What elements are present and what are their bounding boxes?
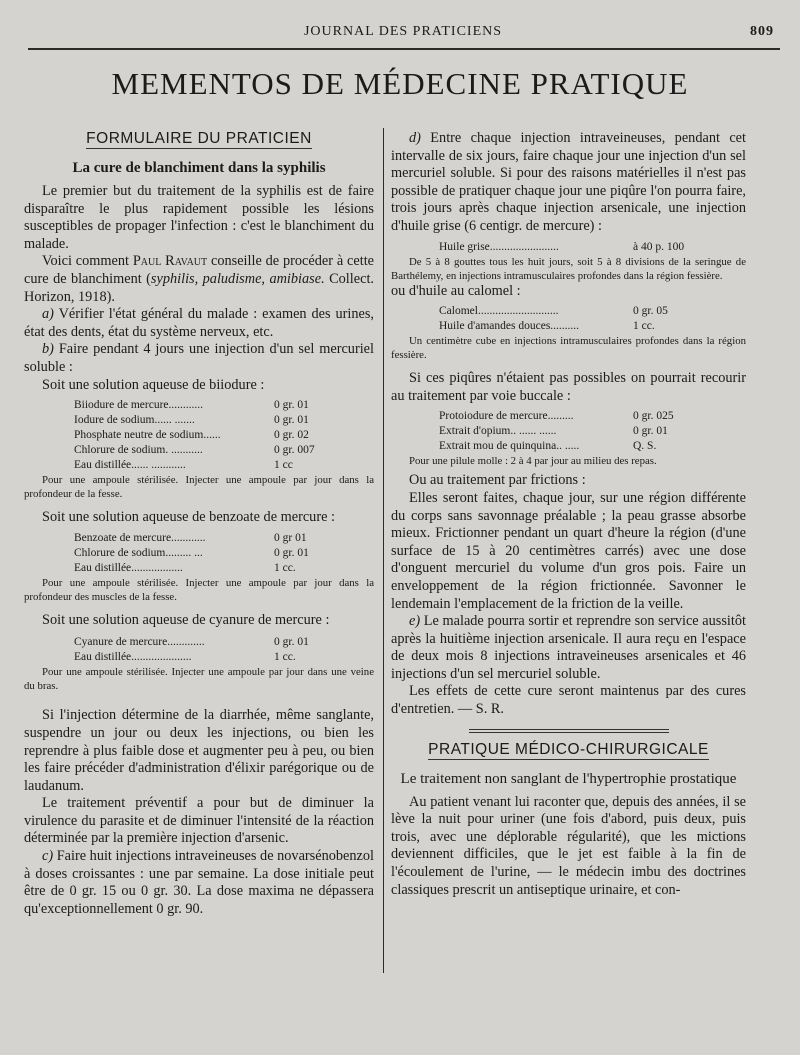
left-column [24,130,374,918]
prescription-row: Cyanure de mercure............. 0 gr. 01 [74,636,309,649]
paragraph: Le traitement préventif a pour but de diminuer la virulence du parasite et de diminuer l'intensité de la réaction déterminée par la première injection d'arsenic. [24,795,374,847]
paragraph: Elles seront faites, chaque jour, sur une région différente du corps sans savonnage préalable ; la peau grasse absorbe mieux. Frictionner pendant un quart d'heure la région (d'une surface de 15 à 20 centimètres carrés) avec une dose d'onguent mercuriel du volume d'un gros pois. Faire un enveloppement de la région frictionnée. Savonner le lendemain l'emplacement de la friction de la veille. [391,489,746,612]
solution-intro: Soit une solution aqueuse de benzoate de mercure : [42,509,335,526]
solution-intro: Ou au traitement par frictions : [409,472,586,489]
solution-intro: Soit une solution aqueuse de biiodure : [42,376,265,393]
prescription-note: Pour une ampoule stérilisée. Injecter une ampoule par jour dans la profondeur de la fesse. [24,474,374,501]
section-separator [469,729,669,733]
prescription-table [74,398,374,473]
prescription-table [439,240,746,255]
prescription-row: Chlorure de sodium......... ... 0 gr. 01 [74,546,309,559]
prescription-row: Eau distillée.................. 1 cc. [74,561,296,574]
journal-title: JOURNAL DES PRATICIENS [303,24,503,39]
right-column [391,130,746,899]
paragraph: e) Le malade pourra sortir et reprendre son service aussitôt après la huitième injection arsenicale. Il aura reçu en l'espace de deux mois 8 injections intraveineuses arsenicales et 46 injections d'un sel mercuriel soluble. [391,613,746,682]
prescription-row: Protoiodure de mercure......... 0 gr. 025 [439,410,674,423]
article-title: Le traitement non sanglant de l'hypertrophie prostatique [400,770,737,787]
prescription-table [439,409,746,454]
paragraph: b) Faire pendant 4 jours une injection d'un sel mercuriel soluble : [24,341,374,375]
header-rule [28,48,780,50]
prescription-row: Iodure de sodium...... ....... 0 gr. 01 [74,414,309,427]
book-title: syphilis, paludisme, amibiase. [150,270,325,287]
solution-intro: Soit une solution aqueuse de cyanure de mercure : [42,611,330,628]
paragraph: Le premier but du traitement de la syphilis est de faire disparaître le plus rapidement possible les lésions susceptibles de propager l'infection : c'est le blanchiment du malade. [24,183,374,252]
prescription-row: Eau distillée..................... 1 cc. [74,651,296,664]
prescription-note: De 5 à 8 gouttes tous les huit jours, soit 5 à 8 divisions de la seringue de Barthélemy, en injections intramusculaires profondes dans la région fessière. [391,255,746,282]
prescription-row: Calomel............................ 0 gr. 05 [439,305,668,318]
section-title: FORMULAIRE DU PRATICIEN [86,130,312,147]
prescription-row: Benzoate de mercure............ 0 gr 01 [74,531,307,544]
paragraph: a) Vérifier l'état général du malade : examen des urines, état des dents, état du système nerveux, etc. [24,306,374,340]
prescription-note: Pour une ampoule stérilisée. Injecter une ampoule par jour dans une veine du bras. [24,666,374,693]
prescription-row: Huile d'amandes douces.......... 1 cc. [439,320,655,333]
author-name: Paul Ravaut [132,253,208,270]
main-title: MEMENTOS DE MÉDECINE PRATIQUE [111,66,689,101]
prescription-table [439,304,746,334]
prescription-row: Huile grise........................ à 40 p. 100 [439,240,685,253]
prescription-row: Biiodure de mercure............ 0 gr. 01 [74,399,309,412]
solution-intro: ou d'huile au calomel : [391,282,521,299]
prescription-table [74,531,374,576]
prescription-row: Phosphate neutre de sodium...... 0 gr. 02 [74,429,309,442]
prescription-note: Un centimètre cube en injections intramusculaires profondes dans la région fessière. [391,335,746,362]
paragraph: Voici comment Paul Ravaut conseille de procéder à cette cure de blanchiment (syphilis, paludisme, amibiase. Collect. Horizon, 1918). [24,253,375,305]
prescription-row: Chlorure de sodium. ........... 0 gr. 007 [74,444,315,457]
paragraph: Si l'injection détermine de la diarrhée, même sanglante, suspendre un jour ou deux les injections, ou bien les reprendre à plus faible dose et augmenter peu à peu, ou bien les faire précéder d'administration d'élixir parégorique ou de laudanum. [24,707,374,794]
section-title: PRATIQUE MÉDICO-CHIRURGICALE [428,740,709,758]
running-header [28,22,778,44]
prescription-row: Eau distillée...... ............ 1 cc [74,459,293,472]
paragraph: Les effets de cette cure seront maintenus par des cures d'entretien. — S. R. [391,683,746,718]
article-title: La cure de blanchiment dans la syphilis [72,160,326,176]
prescription-note: Pour une pilule molle : 2 à 4 par jour au milieu des repas. [409,455,657,468]
prescription-row: Extrait mou de quinquina.. ..... Q. S. [439,440,657,453]
column-divider [383,128,384,973]
prescription-row: Extrait d'opium.. ...... ...... 0 gr. 01 [439,425,668,438]
page-number: 809 [750,24,774,39]
paragraph: d) Entre chaque injection intraveineuses, pendant cet intervalle de six jours, faire chaque jour une injection d'un sel mercuriel soluble. Si pour des raisons matérielles il n'est pas possible de pratiquer chaque jour une piqûre l'on pourra faire, trois jours après chaque injection arsenicale, une injection d'huile grise (6 centigr. de mercure) : [391,130,746,234]
paragraph: Si ces piqûres n'étaient pas possibles on pourrait recourir au traitement par voie buccale : [391,370,746,404]
prescription-note: Pour une ampoule stérilisée. Injecter une ampoule par jour dans la profondeur des muscles de la fesse. [24,576,374,603]
paragraph: c) Faire huit injections intraveineuses de novarsénobenzol à doses croissantes : une par semaine. La dose initiale peut être de 0 gr. 15 ou 0 gr. 30. La dose maxima ne dépassera qu'exceptionnellement 0 gr. 90. [24,848,374,917]
prescription-table [74,635,374,665]
paragraph: Au patient venant lui raconter que, depuis des années, il se lève la nuit pour uriner (une fois d'abord, puis deux, puis trois, avec une déplorable régularité), que les mictions deviennent difficiles, que le jet est faible à la fin de l'écoulement de l'urine, — le médecin imbu des doctrines classiques prescrit un antiseptique urinaire, et con- [391,793,746,898]
